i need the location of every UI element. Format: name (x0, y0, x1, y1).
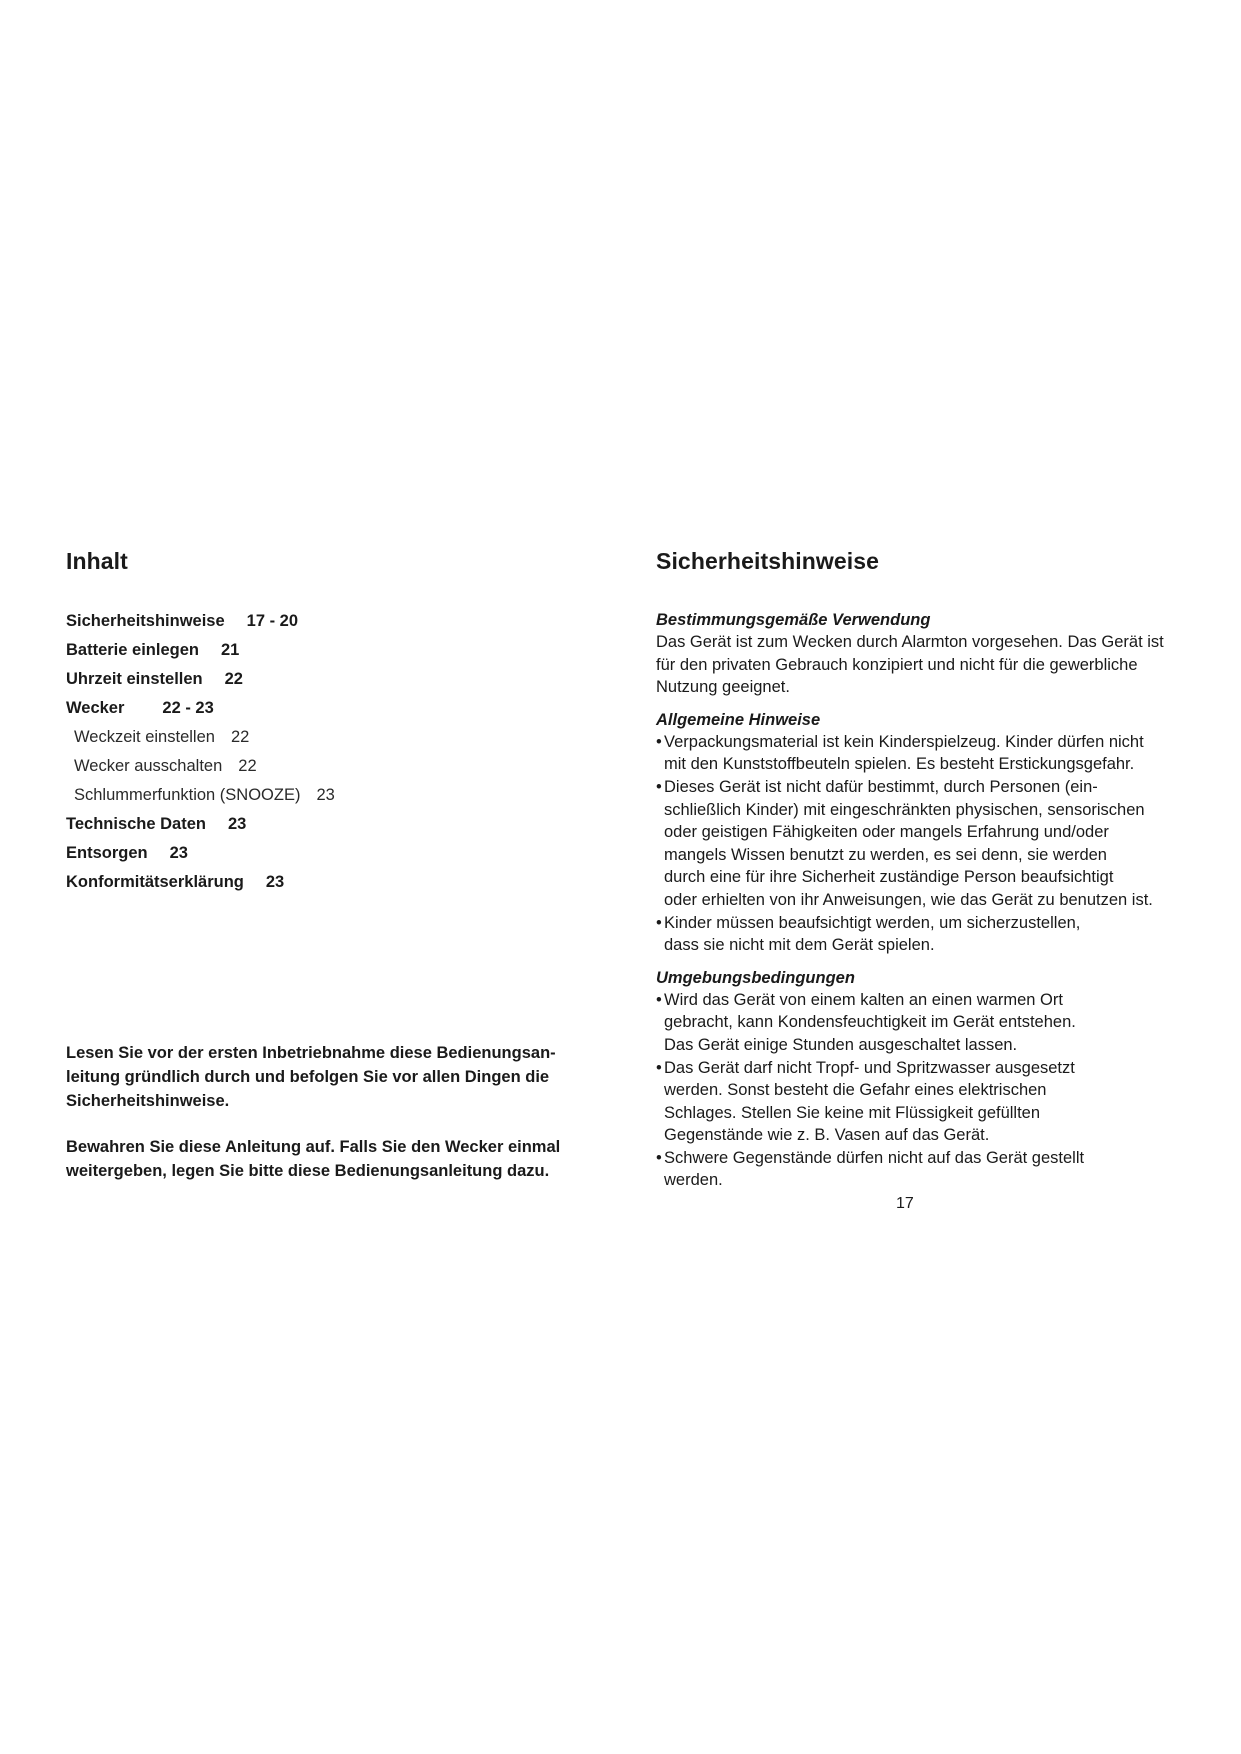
toc-item-label: Technische Daten (66, 815, 206, 833)
toc-item-page: 22 (224, 670, 243, 688)
list-item-text (664, 731, 1196, 776)
section-heading: Umgebungsbedingungen (656, 968, 855, 987)
toc-item (66, 839, 596, 868)
bullet-icon: • (656, 1058, 662, 1077)
text-line: schließlich Kinder) mit eingeschränkten physischen, sensorischen (664, 800, 1145, 819)
section-intended-use (656, 609, 1196, 699)
toc-item (66, 665, 596, 694)
safety-title: Sicherheitshinweise (656, 548, 880, 574)
toc-item-label: Wecker ausschalten (74, 757, 223, 775)
list-item (656, 731, 1196, 776)
toc-item-page: 23 (316, 786, 335, 804)
toc-item-page: 23 (169, 844, 188, 862)
list-item-text (664, 776, 1196, 912)
text-line: Wird das Gerät von einem kalten an einen warmen Ort (664, 990, 1063, 1009)
text-line: Schlages. Stellen Sie keine mit Flüssigkeit gefüllten (664, 1103, 1041, 1122)
text-line: werden. Sonst besteht die Gefahr eines elektrischen (664, 1081, 1047, 1100)
bullet-icon: • (656, 732, 662, 751)
text-line: Verpackungsmaterial ist kein Kinderspielzeug. Kinder dürfen nicht (664, 732, 1144, 751)
list-item-text (664, 989, 1196, 1057)
text-line: oder erhielten von ihr Anweisungen, wie das Gerät zu benutzen ist. (664, 890, 1153, 909)
text-line: für den privaten Gebrauch konzipiert und nicht für die gewerbliche (656, 655, 1138, 674)
toc-item-label: Weckzeit einstellen (74, 728, 215, 746)
toc-item-label: Uhrzeit einstellen (66, 670, 203, 688)
list-item (656, 989, 1196, 1057)
text-line: Nutzung geeignet. (656, 678, 790, 697)
toc-item-page: 23 (265, 873, 285, 891)
left-column (66, 548, 596, 897)
toc-item-page: 22 - 23 (162, 699, 214, 717)
text-line: Bewahren Sie diese Anleitung auf. Falls Sie den Wecker einmal (66, 1138, 561, 1156)
section-paragraph (656, 631, 1196, 699)
text-line: durch eine für ihre Sicherheit zuständige Person beaufsichtigt (664, 868, 1114, 887)
toc-item (66, 810, 596, 839)
toc-item-page: 17 - 20 (246, 612, 299, 630)
section-general-notes (656, 709, 1196, 957)
toc-item-page: 22 (238, 757, 257, 775)
bullet-icon: • (656, 990, 662, 1009)
text-line: werden. (664, 1171, 723, 1190)
text-line: Schwere Gegenstände dürfen nicht auf das Gerät gestellt (664, 1148, 1085, 1167)
text-line: Sicherheitshinweise. (66, 1092, 230, 1110)
text-line: mangels Wissen benutzt zu werden, es sei denn, sie werden (664, 845, 1107, 864)
text-line: Das Gerät darf nicht Tropf- und Spritzwasser ausgesetzt (664, 1058, 1075, 1077)
bullet-icon: • (656, 913, 662, 932)
text-line: Das Gerät ist zum Wecken durch Alarmton vorgesehen. Das Gerät ist (656, 633, 1164, 651)
toc-subitem (66, 723, 596, 752)
toc-item-label: Schlummerfunktion (SNOOZE) (74, 786, 301, 804)
bullet-list (656, 989, 1196, 1192)
text-line: Gegenstände wie z. B. Vasen auf das Gerät. (664, 1126, 990, 1145)
toc-subitem (66, 781, 596, 810)
list-item (656, 912, 1196, 957)
toc-item (66, 636, 596, 665)
keep-manual-notice (66, 1135, 586, 1183)
section-heading: Allgemeine Hinweise (656, 710, 821, 729)
bullet-icon: • (656, 1148, 662, 1167)
toc-item-page: 21 (220, 641, 240, 659)
reading-notice (66, 1041, 586, 1113)
toc-item (66, 694, 596, 723)
text-line: gebracht, kann Kondensfeuchtigkeit im Gerät entstehen. (664, 1013, 1076, 1032)
list-item-text (664, 912, 1196, 957)
toc-item-page: 22 (230, 728, 250, 746)
text-line: dass sie nicht mit dem Gerät spielen. (664, 936, 935, 955)
text-line: mit den Kunststoffbeuteln spielen. Es besteht Erstickungsgefahr. (664, 755, 1135, 774)
bullet-icon: • (656, 777, 662, 796)
page-number: 17 (896, 1195, 914, 1212)
list-item (656, 1057, 1196, 1147)
toc-item (66, 868, 596, 897)
text-line: Kinder müssen beaufsichtigt werden, um sicherzustellen, (664, 913, 1081, 932)
text-line: Dieses Gerät ist nicht dafür bestimmt, durch Personen (ein- (664, 777, 1098, 796)
text-line: weitergeben, legen Sie bitte diese Bedienungsanleitung dazu. (66, 1162, 550, 1180)
right-column (656, 548, 1196, 1192)
toc-item-label: Sicherheitshinweise (66, 612, 225, 630)
toc-item-label: Entsorgen (66, 844, 148, 862)
list-item (656, 776, 1196, 912)
toc-item-label: Konformitätserklärung (66, 873, 244, 891)
list-item-text (664, 1057, 1196, 1147)
toc-item (66, 607, 596, 636)
text-line: leitung gründlich durch und befolgen Sie vor allen Dingen die (66, 1068, 550, 1086)
text-line: oder geistigen Fähigkeiten oder mangels Erfahrung und/oder (664, 823, 1109, 842)
text-line: Lesen Sie vor der ersten Inbetriebnahme diese Bedienungsan- (66, 1044, 556, 1062)
bullet-list (656, 731, 1196, 957)
toc-item-label: Batterie einlegen (66, 641, 199, 659)
list-item-text (664, 1147, 1196, 1192)
toc-subitem (66, 752, 596, 781)
table-of-contents (66, 607, 596, 897)
list-item (656, 1147, 1196, 1192)
contents-title: Inhalt (66, 548, 128, 574)
text-line: Das Gerät einige Stunden ausgeschaltet lassen. (664, 1035, 1018, 1054)
toc-item-page: 23 (227, 815, 247, 833)
toc-item-label: Wecker (66, 699, 125, 717)
section-ambient-conditions (656, 967, 1196, 1192)
section-heading: Bestimmungsgemäße Verwendung (656, 611, 931, 629)
